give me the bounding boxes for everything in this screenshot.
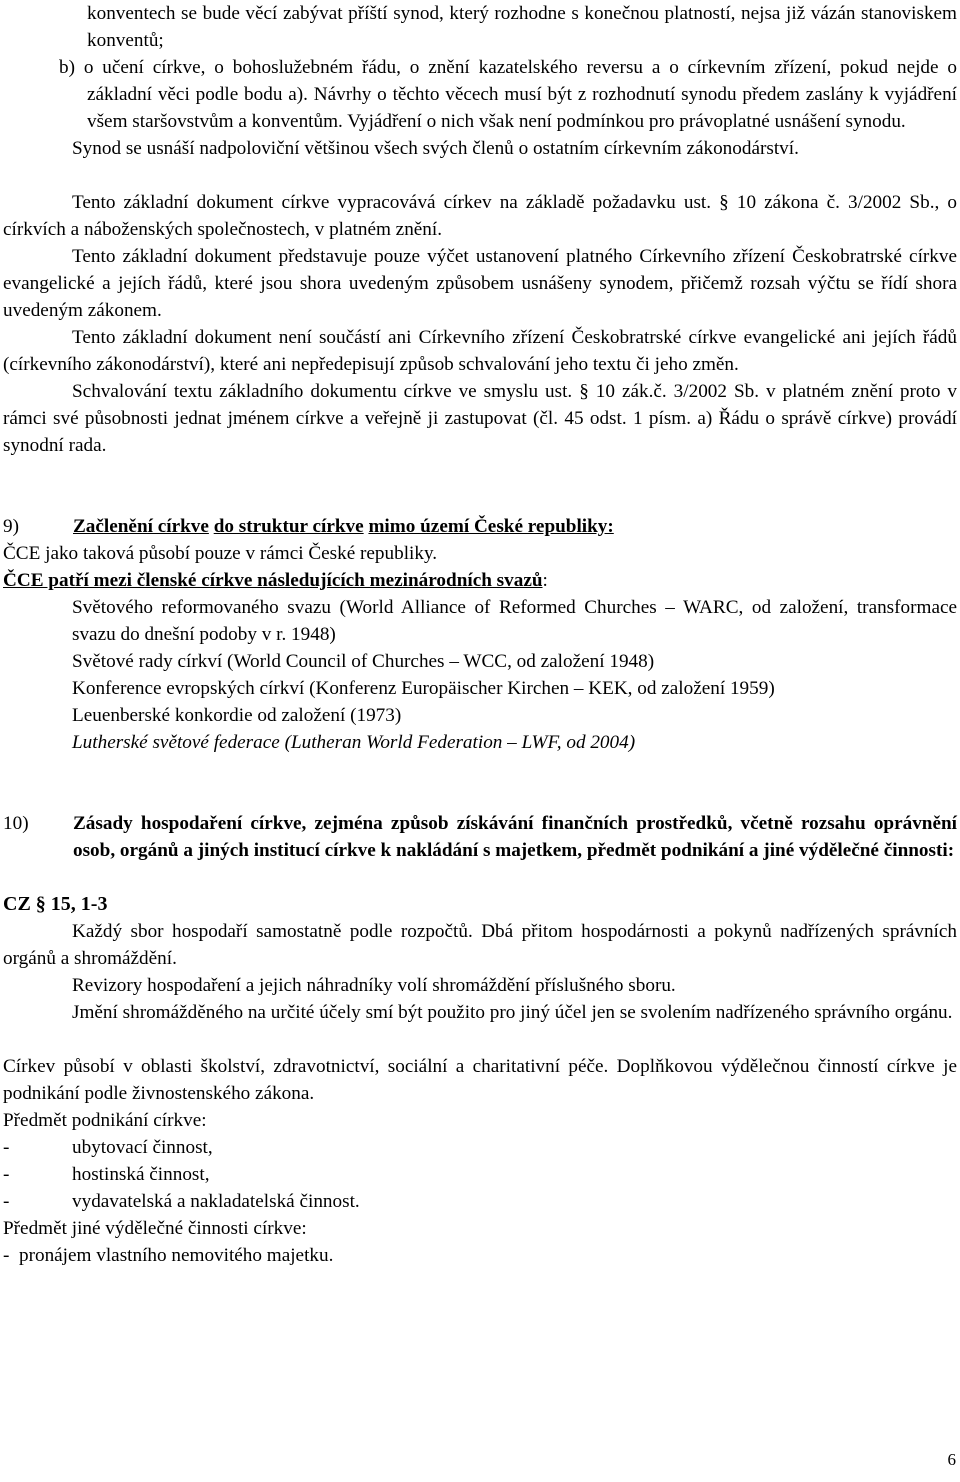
section-9-heading: [3, 513, 957, 540]
item-b: b) o učení církve, o bohoslužebném řádu, o znění kazatelského reversu a o církevním zřízení, pokud nejde o základní věci podle bodu a). Návrhy o těchto věcech musí být z rozhodnutí synodu předem zaslány k vyjádření všem staršovstvům a konventům. Vyjádření o nich však není podmínkou pro právoplatné usnášení synodu.: [59, 57, 957, 132]
document-page: [3, 0, 957, 1269]
section-10-heading: [3, 810, 957, 864]
list-item: - ubytovací činnost,: [3, 1137, 213, 1158]
cce-line: ČCE jako taková působí pouze v rámci České republiky.: [3, 543, 438, 564]
cz-paragraph-3: Jmění shromážděného na určité účely smí být použito pro jiný účel jen se svolením nadřízeného správního orgánu.: [72, 1002, 953, 1023]
cz-paragraph-2: Revizory hospodaření a jejich náhradníky volí shromáždění příslušného sboru.: [72, 975, 676, 996]
cz-reference: CZ § 15, 1-3: [3, 893, 108, 915]
membership-heading: ČCE patří mezi členské církve následujících mezinárodních svazů:: [3, 570, 548, 591]
heading-part: mimo území České republiky:: [368, 516, 614, 537]
heading-part: Začlenění církve: [73, 516, 209, 537]
paragraph-2: Tento základní dokument představuje pouze výčet ustanovení platného Církevního zřízení Českobratrské církve evangelické a jejích řádů, které jsou shora uvedeným způsobem usnášeny synodem, přičemž rozsah výčtu se řídí shora uvedeným zákonem.: [3, 246, 957, 321]
membership-item: Konference evropských církví (Konferenz Europäischer Kirchen – KEK, od založení 1959): [72, 678, 775, 699]
heading-part: do struktur církve: [213, 516, 364, 537]
cz-paragraph-1: Každý sbor hospodaří samostatně podle rozpočtů. Dbá přitom hospodárnosti a pokynů nadřízených správních orgánů a shromáždění.: [3, 921, 957, 969]
section-number: 10): [3, 813, 29, 834]
other-activity-heading: Předmět jiné výdělečné činnosti církve:: [3, 1218, 307, 1239]
section-number: 9): [3, 516, 19, 537]
list-item: - vydavatelská a nakladatelská činnost.: [3, 1191, 360, 1212]
list-item: - hostinská činnost,: [3, 1164, 210, 1185]
membership-item: Světového reformovaného svazu (World Alliance of Reformed Churches – WARC, od založení, transformace svazu do dnešní podoby v r. 1948): [72, 597, 957, 645]
paragraph-3: Tento základní dokument není součástí ani Církevního zřízení Českobratrské církve evangelické ani jejích řádů (církevního zákonodárství), které ani nepředepisují způsob schvalování jeho textu či jeho změn.: [3, 327, 957, 375]
membership-item: Lutherské světové federace (Lutheran World Federation – LWF, od 2004): [72, 732, 636, 753]
page-number: 6: [947, 1450, 956, 1469]
business-heading: Předmět podnikání církve:: [3, 1110, 207, 1131]
synod-paragraph: Synod se usnáší nadpoloviční většinou všech svých členů o ostatním církevním zákonodárství.: [72, 138, 799, 159]
membership-list: [3, 594, 957, 756]
section-title: Zásady hospodaření církve, zejména způsob získávání finančních prostředků, včetně rozsahu oprávnění osob, orgánů a jiných institucí církve k nakládání s majetkem, předmět podnikání a jiné výdělečné činnosti:: [73, 813, 957, 861]
membership-item: Světové rady církví (World Council of Churches – WCC, od založení 1948): [72, 651, 655, 672]
paragraph-1: Tento základní dokument církve vypracovává církev na základě požadavku ust. § 10 zákona č. 3/2002 Sb., o církvích a náboženských společnostech, v platném znění.: [3, 192, 957, 240]
membership-item: Leuenberské konkordie od založení (1973): [72, 705, 402, 726]
continuation-text: konventech se bude věcí zabývat příští synod, který rozhodne s konečnou platností, nejsa již vázán stanoviskem konventů;: [87, 3, 957, 51]
paragraph-4: Schvalování textu základního dokumentu církve ve smyslu ust. § 10 zák.č. 3/2002 Sb. v platném znění proto v rámci své působnosti jednat jménem církve a veřejně ji zastupovat (čl. 45 odst. 1 písm. a) Řádu o správě církve) provádí synodní rada.: [3, 381, 957, 456]
list-item: - pronájem vlastního nemovitého majetku.: [3, 1245, 334, 1266]
activity-paragraph: Církev působí v oblasti školství, zdravotnictví, sociální a charitativní péče. Doplňkovou výdělečnou činností církve je podnikání podle živnostenského zákona.: [3, 1056, 957, 1104]
